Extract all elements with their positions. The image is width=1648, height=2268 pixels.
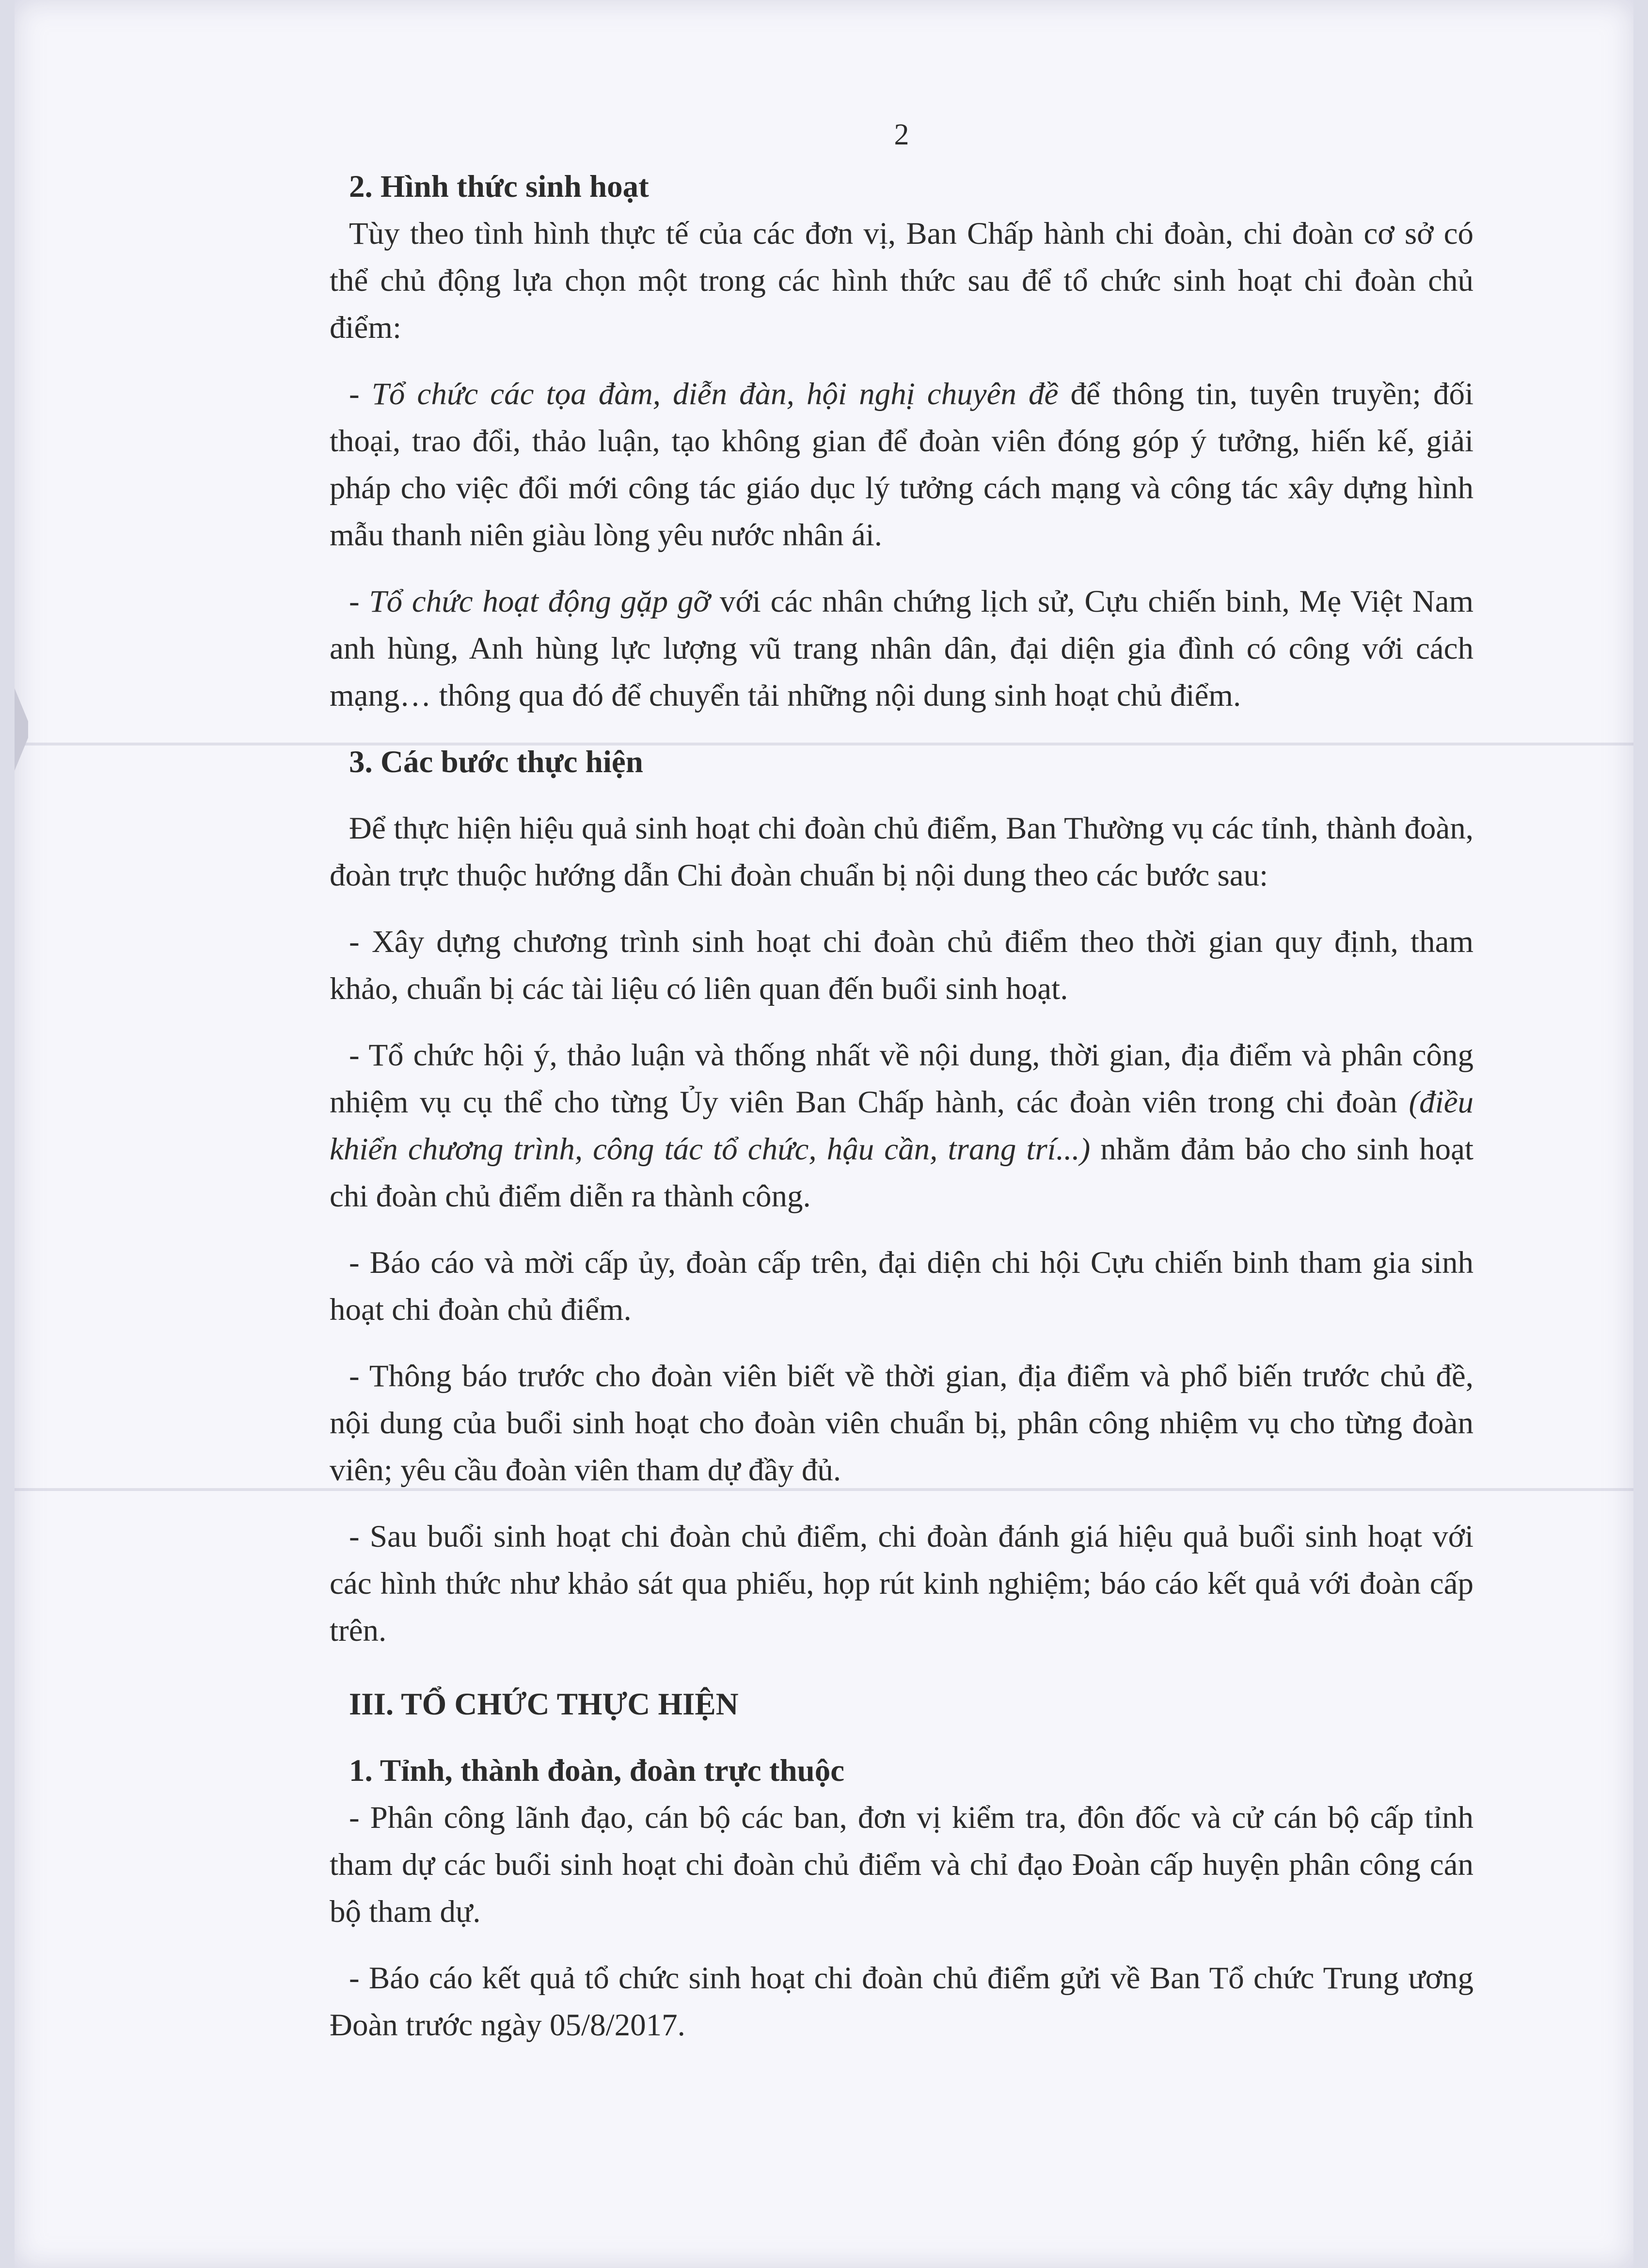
section-heading-cac-buoc: 3. Các bước thực hiện bbox=[349, 745, 643, 779]
paragraph-hoi-y bbox=[330, 1032, 1474, 1220]
paragraph-intro-hinh-thuc: Tùy theo tình hình thực tế của các đơn vị, Ban Chấp hành chi đoàn, chi đoàn cơ sở có thể chủ động lựa chọn một trong các hình thức sau để tổ chức sinh hoạt chi đoàn chủ điểm: bbox=[330, 216, 1474, 345]
paragraph-gap-go bbox=[330, 578, 1474, 719]
page-number: 2 bbox=[894, 118, 909, 151]
section-heading-to-chuc-thuc-hien: III. TỔ CHỨC THỰC HIỆN bbox=[349, 1687, 739, 1722]
italic-phrase: - Tổ chức hoạt động gặp gỡ bbox=[349, 584, 711, 619]
italic-phrase: - Tổ chức các tọa đàm, diễn đàn, hội nghị chuyên đề bbox=[349, 377, 1059, 412]
paragraph-xay-dung: - Xây dựng chương trình sinh hoạt chi đoàn chủ điểm theo thời gian quy định, tham khảo, chuẩn bị các tài liệu có liên quan đến buổi sinh hoạt. bbox=[330, 924, 1474, 1006]
paragraph-phan-cong: - Phân công lãnh đạo, cán bộ các ban, đơn vị kiểm tra, đôn đốc và cử cán bộ cấp tỉnh tham dự các buổi sinh hoạt chi đoàn chủ điểm và chỉ đạo Đoàn cấp huyện phân công cán bộ tham dự. bbox=[330, 1800, 1474, 1929]
paragraph-sau-buoi: - Sau buổi sinh hoạt chi đoàn chủ điểm, chi đoàn đánh giá hiệu quả buổi sinh hoạt với các hình thức như khảo sát qua phiếu, họp rút kinh nghiệm; báo cáo kết quả với đoàn cấp trên. bbox=[330, 1519, 1474, 1648]
document-page bbox=[15, 0, 1633, 2268]
paragraph-thong-bao: - Thông báo trước cho đoàn viên biết về thời gian, địa điểm và phổ biến trước chủ đề, nội dung của buổi sinh hoạt cho đoàn viên chuẩn bị, phân công nhiệm vụ cho từng đoàn viên; yêu cầu đoàn viên tham dự đầy đủ. bbox=[330, 1359, 1474, 1488]
paragraph-bao-cao-moi: - Báo cáo và mời cấp ủy, đoàn cấp trên, đại diện chi hội Cựu chiến binh tham gia sinh hoạt chi đoàn chủ điểm. bbox=[330, 1245, 1474, 1327]
document-body bbox=[330, 97, 1474, 2049]
paper-edge-mark bbox=[15, 688, 28, 771]
paragraph-text: - Tổ chức hội ý, thảo luận và thống nhất về nội dung, thời gian, địa điểm và phân công nhiệm vụ cụ thể cho từng Ủy viên Ban Chấp hành, các đoàn viên trong chi đoàn bbox=[330, 1038, 1474, 1120]
section-heading-hinh-thuc: 2. Hình thức sinh hoạt bbox=[349, 169, 649, 204]
paragraph-text: để thông tin, tuyên truyền; đối thoại, trao đổi, thảo luận, tạo không gian để đoàn viên đóng góp ý tưởng, hiến kế, giải pháp cho việc đổi mới công tác giáo dục lý tưởng cách mạng và công tác xây dựng hình mẫu thanh niên giàu lòng yêu nước nhân ái. bbox=[330, 377, 1474, 553]
section-heading-tinh-thanh-doan: 1. Tỉnh, thành đoàn, đoàn trực thuộc bbox=[349, 1753, 845, 1788]
paragraph-text: nhằm đảm bảo cho sinh hoạt chi đoàn chủ điểm diễn ra thành công. bbox=[330, 1132, 1474, 1214]
paragraph-bao-cao-ket-qua: - Báo cáo kết quả tổ chức sinh hoạt chi đoàn chủ điểm gửi về Ban Tổ chức Trung ương Đoàn trước ngày 05/8/2017. bbox=[330, 1961, 1474, 2043]
paragraph-intro-cac-buoc: Để thực hiện hiệu quả sinh hoạt chi đoàn chủ điểm, Ban Thường vụ các tỉnh, thành đoàn, đoàn trực thuộc hướng dẫn Chi đoàn chuẩn bị nội dung theo các bước sau: bbox=[330, 811, 1474, 893]
paragraph-toa-dam bbox=[330, 371, 1474, 559]
italic-phrase: (điều khiển chương trình, công tác tổ chức, hậu cần, trang trí...) bbox=[330, 1085, 1474, 1167]
paragraph-text: với các nhân chứng lịch sử, Cựu chiến binh, Mẹ Việt Nam anh hùng, Anh hùng lực lượng vũ trang nhân dân, đại diện gia đình có công với cách mạng… thông qua đó để chuyển tải những nội dung sinh hoạt chủ điểm. bbox=[330, 584, 1474, 713]
